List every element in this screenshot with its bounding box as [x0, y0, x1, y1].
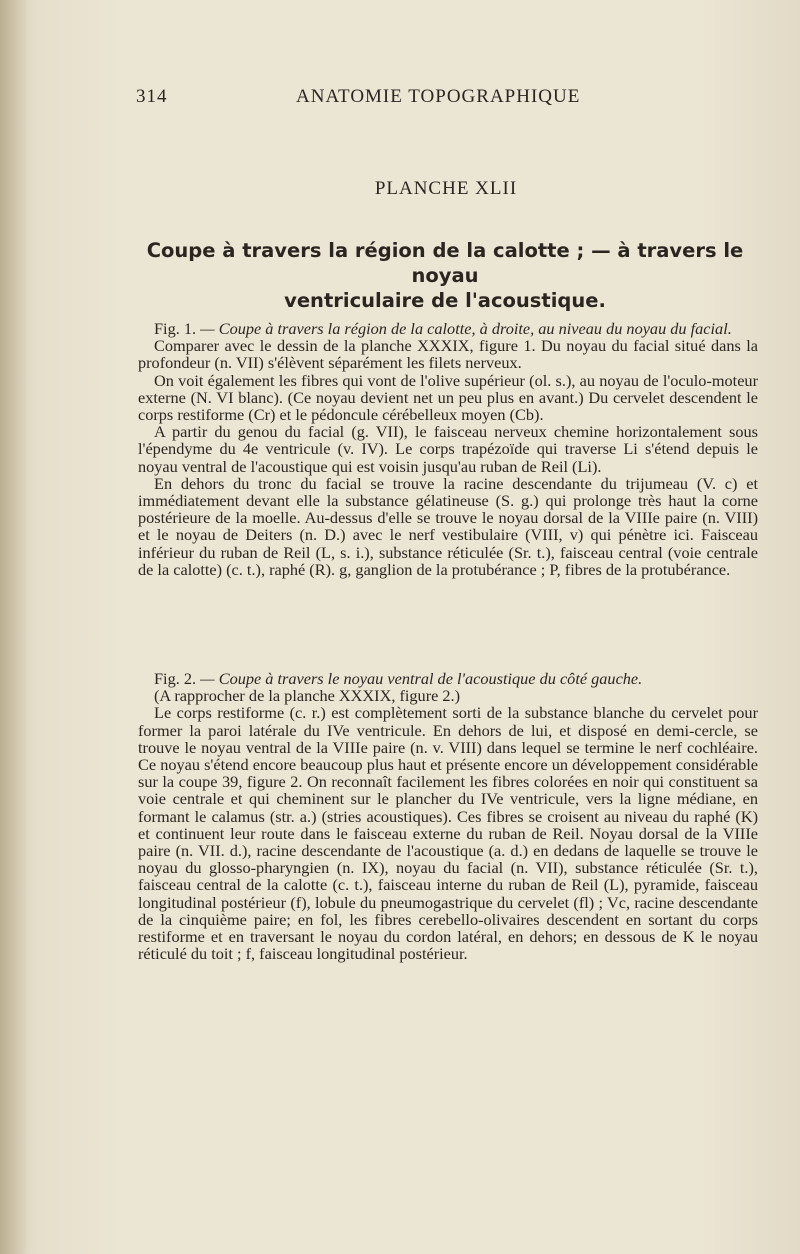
- figure-2-description: [138, 670, 758, 962]
- running-title: ANATOMIE TOPOGRAPHIQUE: [296, 86, 581, 107]
- figure-2-caption: — Coupe à travers le noyau ventral de l'acoustique du côté gauche.: [200, 669, 643, 688]
- figure-1-paragraph: A partir du genou du facial (g. VII), le faisceau nerveux chemine horizontalement sous l'épendyme du 4e ventricule (v. IV). Le corps trapézoïde qui traverse Li s'étend depuis le noyau ventral de l'acoustique qui est voisin jusqu'au ruban de Reil (Li).: [138, 422, 758, 476]
- section-title: [130, 238, 760, 313]
- figure-2-heading: [138, 670, 758, 687]
- figure-1-caption: — Coupe à travers la région de la calotte, à droite, au niveau du noyau du facial.: [200, 319, 732, 338]
- figure-1-description: [138, 320, 758, 578]
- page-spine-shadow: [0, 0, 28, 1254]
- section-title-line-1: Coupe à travers la région de la calotte ; — à travers le noyau: [146, 239, 744, 287]
- figure-2-paragraph: (A rapprocher de la planche XXXIX, figure 2.): [154, 686, 461, 706]
- page-number: 314: [136, 86, 168, 107]
- figure-1-paragraph: On voit également les fibres qui vont de l'olive supérieur (ol. s.), au noyau de l'oculo-moteur externe (N. VI blanc). (Ce noyau devient net un peu plus en avant.) Du cervelet descendent le corps restiforme (Cr) et le pédoncule cérébelleux moyen (Cb).: [138, 370, 758, 425]
- figure-1-paragraph: En dehors du tronc du facial se trouve la racine descendante du trijumeau (V. c) et immédiatement devant elle la substance gélatineuse (S. g.) qui prolonge très haut la corne postérieure de la moelle. Au-dessus d'elle se trouve le noyau dorsal de la VIIIe paire (n. VIII) et le noyau de Deiters (n. D.) avec le nerf vestibulaire (VIII, v) qui pénètre ici. Faisceau inférieur du ruban de Reil (L, s. i.), substance réticulée (Sr. t.), faisceau central (voie centrale de la calotte) (c. t.), raphé (R). g, ganglion de la protubérance ; P, fibres de la protubérance.: [138, 473, 758, 579]
- figure-2-paragraph: Le corps restiforme (c. r.) est complètement sorti de la substance blanche du cervelet pour former la paroi latérale du IVe ventricule. En dehors de lui, et disposé en demi-cercle, se trouve le noyau ventral de la VIIIe paire (n. v. VIII) dans lequel se termine le nerf cochléaire. Ce noyau s'étend encore beaucoup plus haut et présente encore un développement considérable sur la coupe 39, figure 2. On reconnaît facilement les fibres colorées en noir qui constituent sa voie centrale et qui cheminent sur le plancher du IVe ventricule, vers la ligne médiane, en formant le calamus (str. a.) (stries acoustiques). Ces fibres se croisent au niveau du raphé (K) et continuent leur route dans le faisceau externe du ruban de Reil. Noyau dorsal de la VIIIe paire (n. VII. d.), racine descendante de l'acoustique (a. d.) en dedans de laquelle se trouve le noyau du glosso-pharyngien (n. IX), noyau du facial (n. VII), substance réticulée (Sr. t.), faisceau central de la calotte (c. t.), faisceau interne du ruban de Reil (L), pyramide, faisceau longitudinal postérieur (f), lobule du pneumogastrique du cervelet (fl) ; Vc, racine descendante de la cinquième paire; en fol, les fibres cerebello-olivaires descendent en sortant du corps restiforme et en traversant le noyau du cordon latéral, en dehors; en dessous de K le noyau réticulé du toit ; f, faisceau longitudinal postérieur.: [138, 703, 758, 964]
- section-title-line-2: ventriculaire de l'acoustique.: [284, 289, 606, 312]
- figure-2-label: Fig. 2.: [154, 669, 197, 688]
- figure-1-heading: [138, 320, 758, 337]
- figure-1-paragraph: Comparer avec le dessin de la planche XXXIX, figure 1. Du noyau du facial situé dans la profondeur (n. VII) s'élèvent séparément les filets nerveux.: [138, 336, 758, 373]
- figure-1-label: Fig. 1.: [154, 319, 197, 338]
- plate-heading: PLANCHE XLII: [374, 178, 518, 199]
